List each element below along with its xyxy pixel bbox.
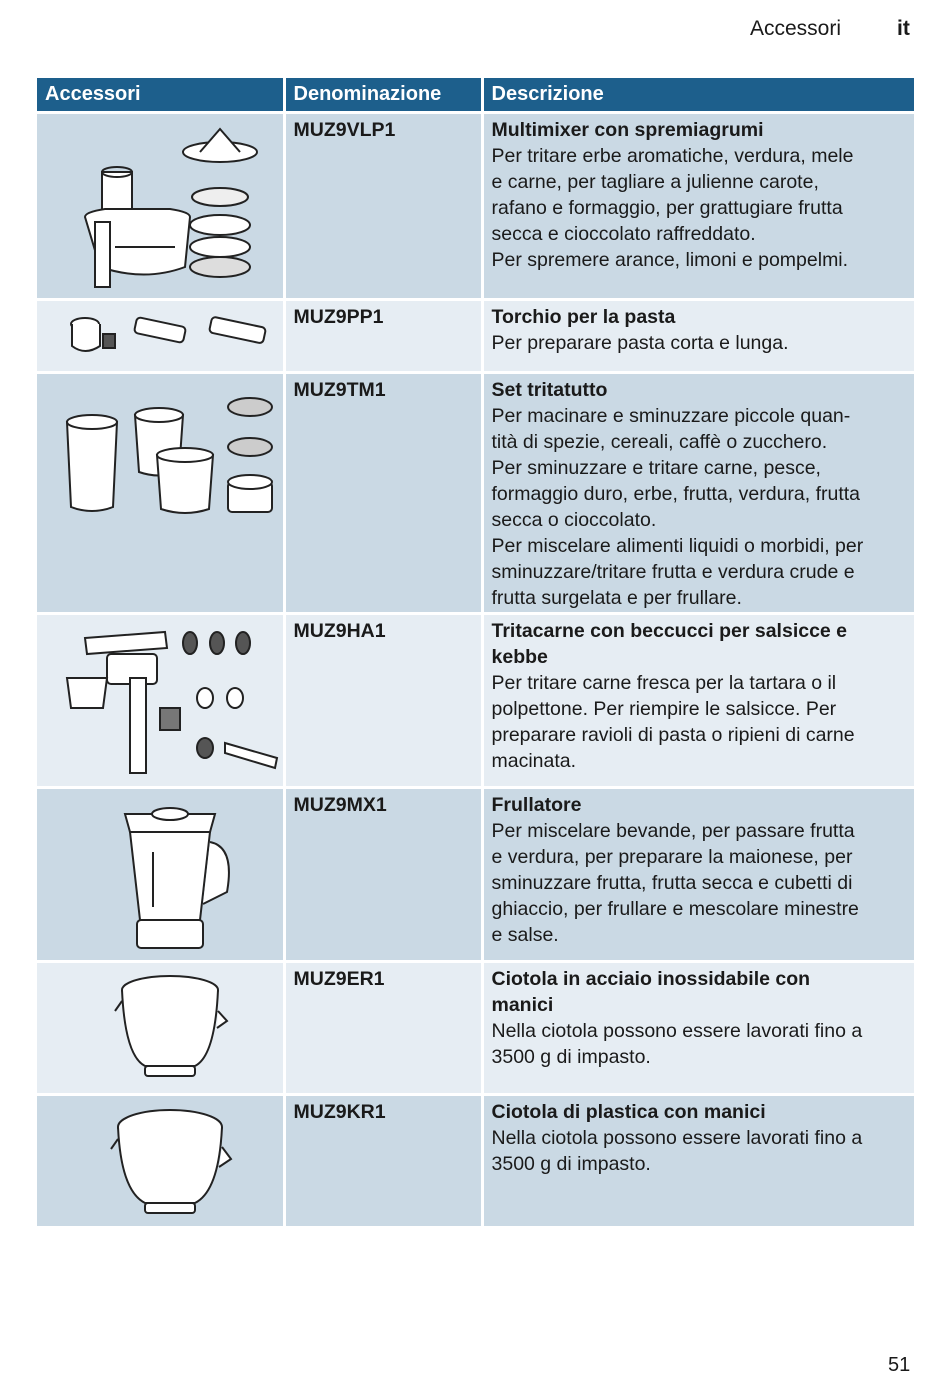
description-line: Nella ciotola possono essere lavorati fino a: [491, 1126, 863, 1149]
description-cell: [482, 372, 914, 613]
product-code-cell: [284, 112, 482, 299]
description-line: Per miscelare bevande, per passare frutta: [491, 819, 855, 842]
product-code: MUZ9KR1: [293, 1100, 386, 1123]
column-header-accessories: Accessori: [37, 78, 284, 112]
accessory-image-cell: [37, 961, 284, 1094]
table-row: [37, 112, 914, 299]
description-line: secca e cioccolato raffreddato.: [491, 222, 756, 245]
product-code-cell: [284, 299, 482, 372]
table-row: [37, 961, 914, 1094]
description-line: Per spremere arance, limoni e pompelmi.: [491, 248, 849, 271]
table-row: [37, 372, 914, 613]
description-cell: [482, 613, 914, 787]
blender-icon: [45, 792, 284, 960]
description-line: 3500 g di impasto.: [491, 1152, 651, 1175]
description-line: tità di spezie, cereali, caffè o zucchero.: [491, 430, 828, 453]
description-line: ghiaccio, per frullare e mescolare minestre: [491, 897, 859, 920]
product-title: Ciotola in acciaio inossidabile con: [491, 967, 811, 990]
description-cell: [482, 112, 914, 299]
accessory-image-cell: [37, 112, 284, 299]
product-code-cell: [284, 787, 482, 961]
description-line: sminuzzare/tritare frutta e verdura crude e: [491, 560, 855, 583]
product-code: MUZ9HA1: [293, 619, 386, 642]
product-title: manici: [491, 993, 554, 1016]
column-header-description: Descrizione: [482, 78, 914, 112]
page-number: 51: [888, 1354, 911, 1376]
accessory-image-cell: [37, 787, 284, 961]
product-title: kebbe: [491, 645, 548, 668]
product-code-cell: [284, 1094, 482, 1226]
description-line: polpettone. Per riempire le salsicce. Per: [491, 697, 837, 720]
description-line: e verdura, per preparare la maionese, per: [491, 845, 853, 868]
product-title: Frullatore: [491, 793, 582, 816]
description-line: sminuzzare frutta, frutta secca e cubetti di: [491, 871, 853, 894]
description-line: e salse.: [491, 923, 559, 946]
header-section-title: Accessori: [750, 17, 842, 40]
food-processor-icon: [45, 117, 284, 298]
table-row: [37, 613, 914, 787]
meat-mincer-icon: [45, 618, 284, 786]
accessory-image-cell: [37, 613, 284, 787]
plastic-bowl-icon: [45, 1099, 284, 1226]
product-code: MUZ9PP1: [293, 305, 384, 328]
description-cell: [482, 961, 914, 1094]
accessory-image-cell: [37, 1094, 284, 1226]
table-header-row: [37, 78, 914, 112]
product-title: Torchio per la pasta: [491, 305, 676, 328]
product-code: MUZ9TM1: [293, 378, 386, 401]
description-line: secca o cioccolato.: [491, 508, 657, 531]
product-code: MUZ9VLP1: [293, 118, 396, 141]
column-header-name: Denominazione: [284, 78, 482, 112]
product-title: Set tritatutto: [491, 378, 608, 401]
header-language-code: it: [897, 17, 910, 40]
description-line: rafano e formaggio, per grattugiare frutta: [491, 196, 843, 219]
description-line: Nella ciotola possono essere lavorati fino a: [491, 1019, 863, 1042]
description-line: formaggio duro, erbe, frutta, verdura, frutta: [491, 482, 861, 505]
description-line: Per tritare erbe aromatiche, verdura, mele: [491, 144, 854, 167]
product-title: Ciotola di plastica con manici: [491, 1100, 766, 1123]
description-line: Per preparare pasta corta e lunga.: [491, 331, 789, 354]
accessory-image-cell: [37, 372, 284, 613]
description-line: macinata.: [491, 749, 577, 772]
table-row: [37, 1094, 914, 1226]
table-row: [37, 787, 914, 961]
description-line: 3500 g di impasto.: [491, 1045, 651, 1068]
product-code-cell: [284, 372, 482, 613]
product-title: Multimixer con spremiagrumi: [491, 118, 764, 141]
description-line: Per tritare carne fresca per la tartara o il: [491, 671, 837, 694]
description-cell: [482, 1094, 914, 1226]
product-code-cell: [284, 613, 482, 787]
description-line: e carne, per tagliare a julienne carote,: [491, 170, 819, 193]
product-code: MUZ9ER1: [293, 967, 385, 990]
steel-bowl-icon: [45, 966, 284, 1093]
description-cell: [482, 299, 914, 372]
chopper-set-icon: [45, 377, 284, 612]
accessories-table: [37, 78, 914, 1226]
product-code-cell: [284, 961, 482, 1094]
accessory-image-cell: [37, 299, 284, 372]
product-title: Tritacarne con beccucci per salsicce e: [491, 619, 848, 642]
description-cell: [482, 787, 914, 961]
description-line: Per sminuzzare e tritare carne, pesce,: [491, 456, 821, 479]
description-line: Per miscelare alimenti liquidi o morbidi, per: [491, 534, 864, 557]
pasta-press-icon: [45, 304, 284, 371]
table-row: [37, 299, 914, 372]
description-line: frutta surgelata e per frullare.: [491, 586, 742, 609]
description-line: Per macinare e sminuzzare piccole quan-: [491, 404, 851, 427]
product-code: MUZ9MX1: [293, 793, 387, 816]
description-line: preparare ravioli di pasta o ripieni di carne: [491, 723, 855, 746]
